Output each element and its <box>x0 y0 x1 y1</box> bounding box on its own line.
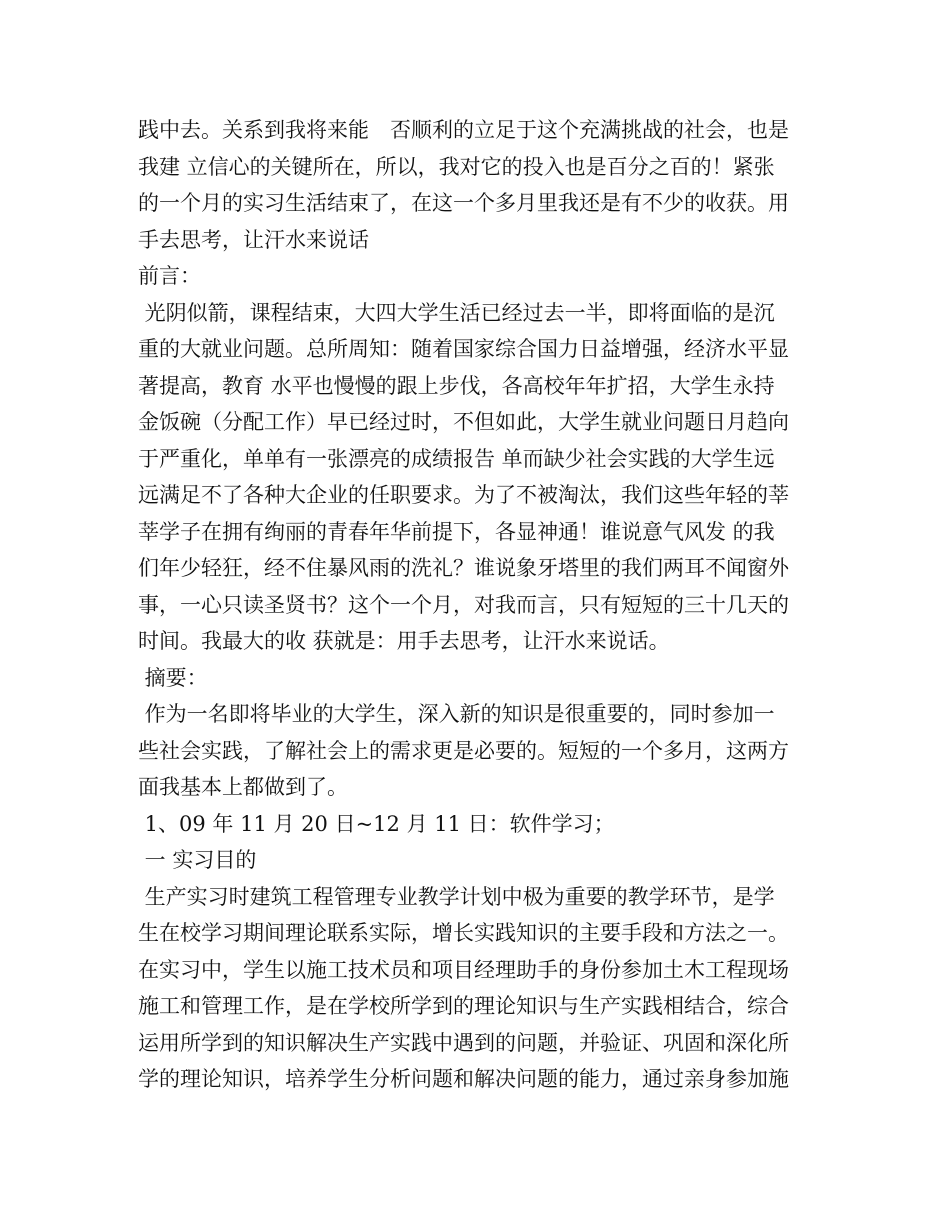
section-heading-preface: 前言： <box>138 264 201 288</box>
text-line: 莘学子在拥有绚丽的青春年华前提下，各显神通！谁说意气风发 的我 <box>138 519 775 544</box>
text-line: 运用所学到的知识解决生产实践中遇到的问题，并验证、巩固和深化所 <box>138 1030 789 1055</box>
text-line: 的一个月的实习生活结束了，在这一个多月里我还是有不少的收获。用 <box>138 191 789 215</box>
document-body <box>138 112 813 1098</box>
text-line: 施工和管理工作，是在学校所学到的理论知识与生产实践相结合，综合 <box>138 994 789 1018</box>
text-line: 手去思考，让汗水来说话 <box>138 227 369 252</box>
text-line: 我建 立信心的关键所在，所以，我对它的投入也是百分之百的！紧张 <box>138 154 775 179</box>
text-line: 作为一名即将毕业的大学生，深入新的知识是很重要的，同时参加一 <box>138 702 775 726</box>
list-item-schedule: 1、09 年 11 月 20 日~12 月 11 日：软件学习； <box>138 811 615 836</box>
text-line: 事，一心只读圣贤书？这个一个月，对我而言，只有短短的三十几天的 <box>138 592 789 617</box>
text-line: 面我基本上都做到了。 <box>138 775 348 799</box>
text-line: 著提高，教育 水平也慢慢的跟上步伐，各高校年年扩招，大学生永持 <box>138 373 775 398</box>
text-line: 时间。我最大的收 获就是：用手去思考，让汗水来说话。 <box>138 629 670 653</box>
text-line: 于严重化，单单有一张漂亮的成绩报告 单而缺少社会实践的大学生远 <box>138 446 775 471</box>
text-line: 远满足不了各种大企业的任职要求。为了不被淘汰，我们这些年轻的莘 <box>138 483 789 507</box>
text-line: 光阴似箭，课程结束，大四大学生活已经过去一半，即将面临的是沉 <box>138 300 775 325</box>
section-heading-purpose: 一 实习目的 <box>138 848 257 872</box>
text-line: 们年少轻狂，经不住暴风雨的洗礼？谁说象牙塔里的我们两耳不闻窗外 <box>138 556 789 580</box>
section-heading-abstract: 摘要： <box>138 665 208 690</box>
text-line: 践中去。关系到我将来能 否顺利的立足于这个充满挑战的社会，也是 <box>138 118 789 142</box>
text-line: 生在校学习期间理论联系实际，增长实践知识的主要手段和方法之一。 <box>138 921 789 945</box>
text-line: 学的理论知识，培养学生分析问题和解决问题的能力，通过亲身参加施 <box>138 1067 789 1091</box>
text-line: 些社会实践，了解社会上的需求更是必要的。短短的一个多月，这两方 <box>138 738 789 763</box>
text-line: 重的大就业问题。总所周知：随着国家综合国力日益增强，经济水平显 <box>138 337 789 361</box>
text-line: 生产实习时建筑工程管理专业教学计划中极为重要的教学环节，是学 <box>138 884 775 909</box>
text-line: 金饭碗（分配工作）早已经过时，不但如此，大学生就业问题日月趋向 <box>138 410 789 434</box>
text-line: 在实习中，学生以施工技术员和项目经理助手的身份参加土木工程现场 <box>138 957 789 982</box>
